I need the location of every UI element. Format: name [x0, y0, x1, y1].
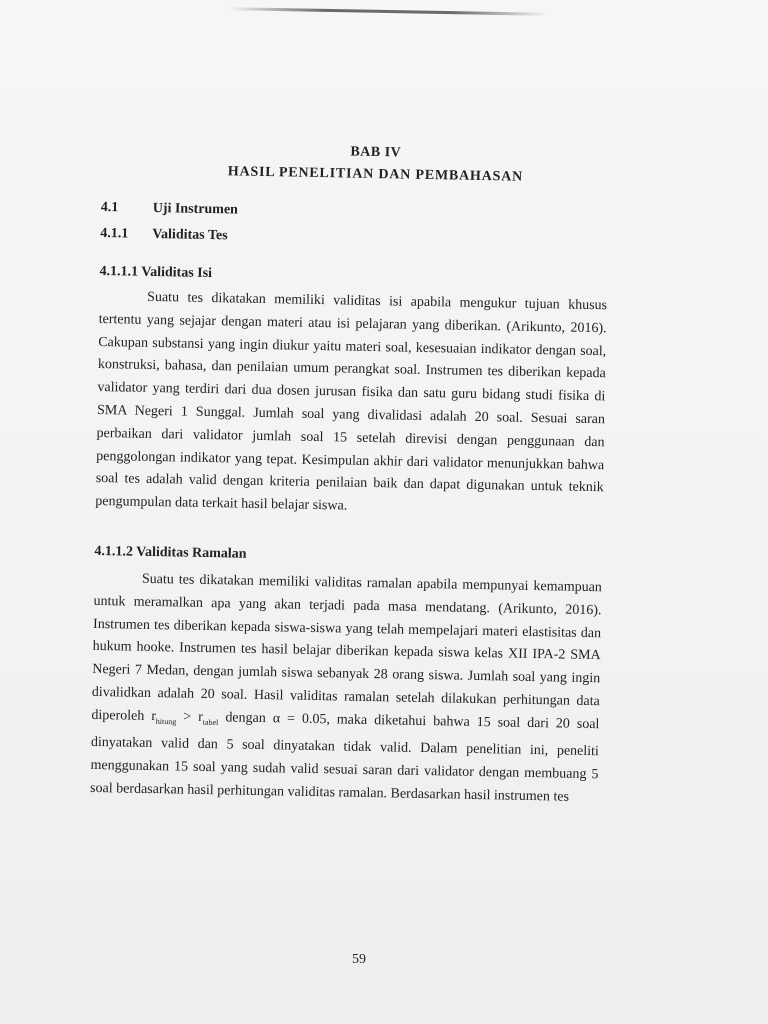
section-number: 4.1.1	[100, 225, 129, 242]
section-number: 4.1	[100, 199, 119, 216]
paragraph-text-part-b: > r	[176, 709, 204, 725]
paragraph-text-part-a: Suatu tes dikatakan memiliki validitas ramalan apabila mempunyai kemampuan untuk meramalkan apa yang akan terjadi pada masa mendatang. (Arikunto, 2016). Instrumen tes diberikan kepada siswa-siswa yang telah mempelajari materi elastisitas dan hukum hooke. Instrumen tes hasil belajar diberikan kepada siswa kelas XII IPA-2 SMA Negeri 7 Medan, dengan jumlah siswa sebanyak 28 orang siswa. Jumlah soal yang ingin divalidkan adalah 20 soal. Hasil validitas ramalan setelah dilakukan perhitungan data diperoleh r	[91, 571, 603, 724]
subscript-tabel: tabel	[202, 717, 219, 727]
section-title: Validitas Tes	[152, 226, 228, 244]
section-heading-4-1-1	[100, 226, 608, 251]
section-title: Uji Instrumen	[152, 200, 239, 218]
section-heading-4-1-1-2: 4.1.1.2 Validitas Ramalan	[94, 543, 247, 562]
paragraph-validitas-ramalan	[90, 568, 602, 810]
section-heading-4-1	[101, 200, 609, 225]
paragraph-validitas-isi: Suatu tes dikatakan memiliki validitas isi apabila mengukur tujuan khusus tertentu yang sejajar dengan materi atau isi pelajaran yang diberikan. (Arikunto, 2016). Cakupan substansi yang ingin diukur yaitu materi soal, kesesuaian indikator dengan soal, konstruksi, bahasa, dan penilaian umum perangkat soal. Instrumen tes diberikan kepada validator yang terdiri dari dua dosen jurusan fisika dan satu guru bidang studi fisika di SMA Negeri 1 Sunggal. Jumlah soal yang divalidasi adalah 20 soal. Sesuai saran perbaikan dari validator jumlah soal 15 setelah direvisi dengan penggunaan dan penggolongan indikator yang tepat. Kesimpulan akhir dari validator menunjukkan bahwa soal tes adalah valid dengan kriteria penilaian baik dan dapat digunakan untuk teknik pengumpulan data terkait hasil belajar siswa.	[95, 289, 608, 514]
chapter-label: BAB IV	[350, 144, 402, 161]
page-content	[90, 140, 610, 824]
subscript-hitung: hitung	[155, 716, 177, 727]
page-number: 59	[352, 952, 366, 967]
paragraph-text-part-c: dengan α = 0.05, maka diketahui bahwa 15 soal dari 20 soal dinyatakan valid dan 5 soal dinyatakan tidak valid. Dalam penelitian ini, peneliti menggunakan 15 soal yang sudah valid sesuai saran dari validator dengan membuang 5 soal berdasarkan hasil perhitungan validitas ramalan. Berdasarkan hasil instrumen tes	[89, 709, 600, 805]
section-heading-4-1-1-1: 4.1.1.1 Validitas Isi	[99, 263, 213, 282]
scan-artifact-line	[228, 7, 548, 16]
chapter-title: HASIL PENELITIAN DAN PEMBAHASAN	[227, 164, 524, 185]
